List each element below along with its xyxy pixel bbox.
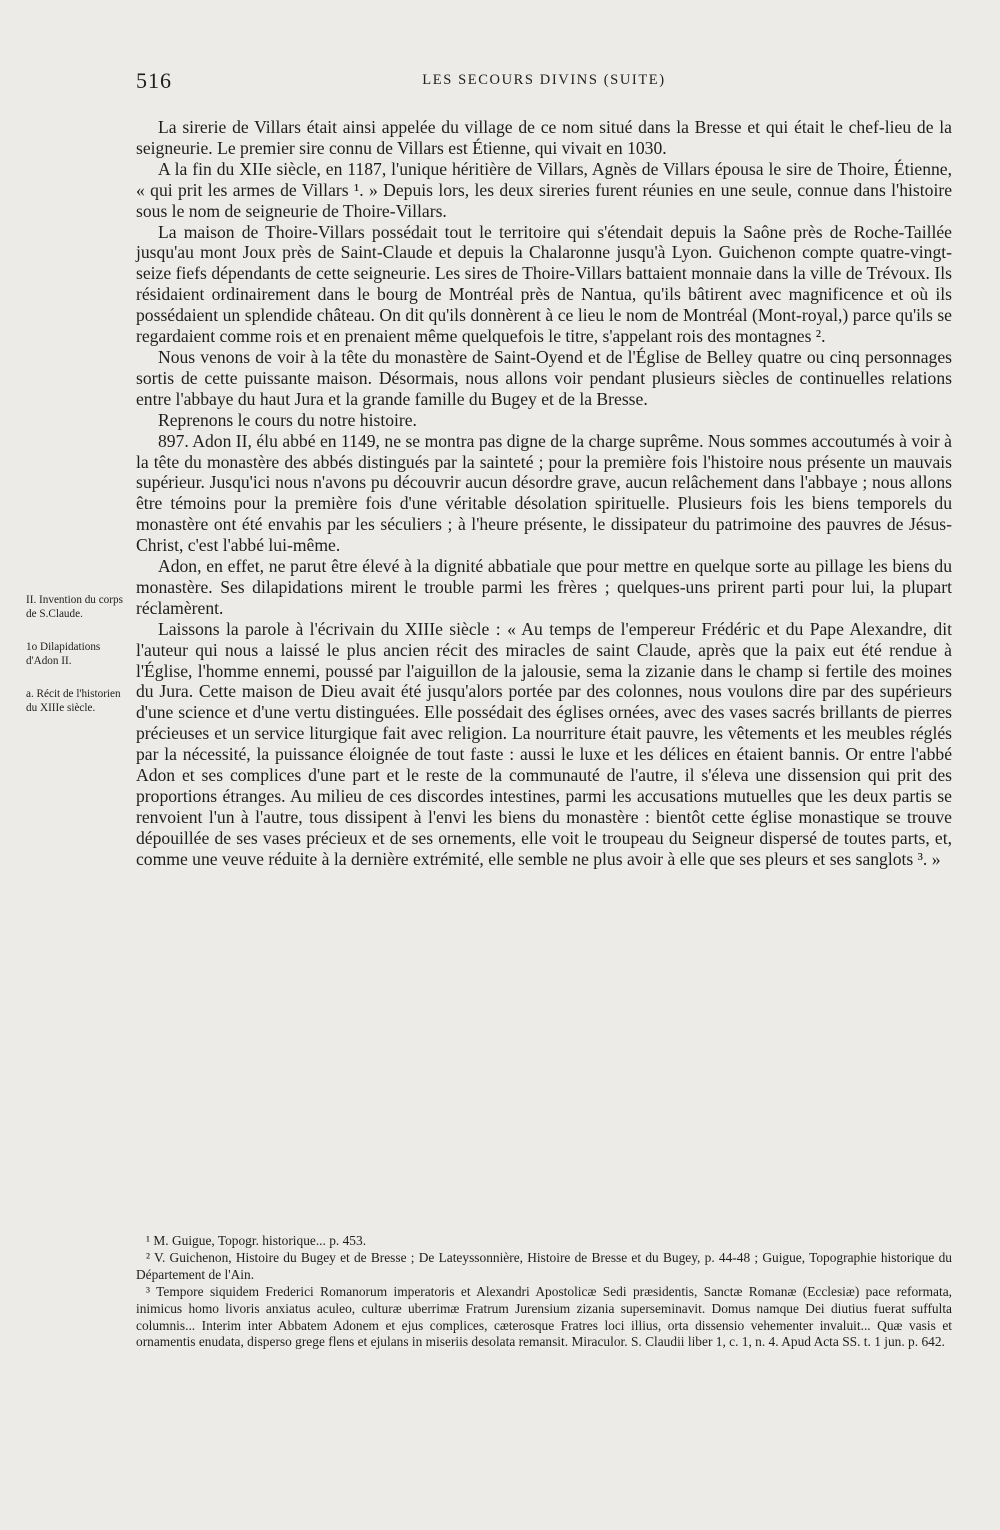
footnote-2: ² V. Guichenon, Histoire du Bugey et de Bresse ; De Lateyssonnière, Histoire de Bresse et du Bugey, p. 44-48 ; Guigue, Topographie historique du Département de l'Ain. [136,1249,952,1282]
footnote-3: ³ Tempore siquidem Frederici Romanorum imperatoris et Alexandri Apostolicæ Sedi præsidentis, Sanctæ Romanæ (Ecclesiæ) pace reformata, inimicus homo livoris anxiatus aculeo, culturæ uberrimæ Fratrum Jurensium zizania superseminavit. Domus namque Dei diutius fuerat suffulta columnis... Interim inter Abbatem Adonem et ejus complices, cæterosque Fratres loci illius, orta dissensio vehementer invaluit... Quæ vasis et ornamentis enudata, disperso grege flens et ejulans in miseriis desolata remansit. Miraculor. S. Claudii liber 1, c. 1, n. 4. Apud Acta SS. t. 1 jun. p. 642. [136,1283,952,1350]
paragraph-recit-ecrivain: Laissons la parole à l'écrivain du XIIIe siècle : « Au temps de l'empereur Frédéric et du Pape Alexandre, dit l'auteur qui nous a laissé le plus ancien récit des miracles de saint Claude, après que la paix eut été rendue à l'Église, l'homme ennemi, poussé par l'aiguillon de la jalousie, sema la zizanie dans le champ si fertile des moines du Jura. Cette maison de Dieu avait été jusqu'alors portée par des colonnes, nous voulons dire par des supérieurs d'une science et d'une vertu distinguées. Elle possédait des églises ornées, avec des vases sacrés brillants de pierres précieuses et un service liturgique fait avec religion. La nourriture était pauvre, les vêtements et les meubles réglés par la nécessité, la puissance éloignée de tout faste : aussi le luxe et les délices en étaient bannis. Or entre l'abbé Adon et ses complices d'une part et le reste de la communauté de l'autre, il s'éleva une dissension qui prit des proportions étranges. Au milieu de ces discordes intestines, parmi les accusations mutuelles que les deux partis se renvoient l'un à l'autre, tous dissipent à l'envi les biens du monastère : bientôt cette église monastique se trouve dépouillée de ses vases précieux et de ses ornements, elle voit le troupeau du Seigneur dispersé de toutes parts, et, comme une veuve réduite à la dernière extrémité, elle semble ne plus avoir à elle que ses pleurs et ses sanglots ³. » [136,618,952,869]
margin-note-recit: a. Récit de l'historien du XIIIe siècle. [26,687,121,715]
paragraph-sirerie-villars: La sirerie de Villars était ainsi appelée du village de ce nom situé dans la Bresse et qui était le chef-lieu de la seigneurie. Le premier sire connu de Villars est Étienne, qui vivait en 1030. [136,117,952,158]
main-text [136,117,952,870]
margin-notes [26,593,128,715]
running-title: LES SECOURS DIVINS (SUITE) [422,72,666,88]
page-header [136,68,952,96]
paragraph-personnages: Nous venons de voir à la tête du monastère de Saint-Oyend et de l'Église de Belley quatre ou cinq personnages sortis de cette puissante maison. Désormais, nous allons voir pendant plusieurs siècles de continuelles relations entre l'abbaye du haut Jura et la grande famille du Bugey et de la Bresse. [136,346,952,409]
footnotes [136,1233,952,1351]
margin-note-invention: II. Invention du corps de S.Claude. [26,594,123,621]
paragraph-adon-ii: 897. Adon II, élu abbé en 1149, ne se montra pas digne de la charge suprême. Nous sommes accoutumés à voir à la tête du monastère des abbés distingués par la sainteté ; pour la première fois l'histoire nous présente un mauvais supérieur. Jusqu'ici nous n'avons pu découvrir aucun désordre grave, aucun relâchement dans l'abbaye ; nous allons être témoins pour la première fois d'une véritable désolation spirituelle. Plusieurs fois les biens temporels du monastère ont été envahis par les séculiers ; à l'heure présente, le dissipateur du patrimoine des pauvres de Jésus-Christ, c'est l'abbé lui-même. [136,430,952,556]
margin-note-dilapidations: 1o Dilapidations d'Adon II. [26,640,101,668]
paragraph-reprenons: Reprenons le cours du notre histoire. [158,409,417,430]
page-number: 516 [136,68,172,93]
paragraph-maison-thoire-villars: La maison de Thoire-Villars possédait tout le territoire qui s'étendait depuis la Saône près de Roche-Taillée jusqu'au mont Joux près de Saint-Claude et depuis la Chalaronne jusqu'à Lyon. Guichenon compte quatre-vingt-seize fiefs dépendants de cette seigneurie. Les sires de Thoire-Villars battaient monnaie dans la ville de Trévoux. Ils résidaient ordinairement dans le bourg de Montréal près de Nantua, qu'ils bâtirent avec magnificence et où ils possédaient un splendide château. On dit qu'ils donnèrent à ce lieu le nom de Montréal (Mont-royal,) parce qu'ils se regardaient comme rois et en prenaient même quelquefois le titre, s'appelant rois des montagnes ². [136,221,952,347]
paragraph-dilapidations: Adon, en effet, ne parut être élevé à la dignité abbatiale que pour mettre en quelque sorte au pillage les biens du monastère. Ses dilapidations mirent le trouble parmi les frères ; quelques-uns prirent parti pour lui, la plupart réclamèrent. [136,556,952,618]
footnote-1: ¹ M. Guigue, Topogr. historique... p. 453. [146,1233,367,1248]
paragraph-heritiere-villars: A la fin du XIIe siècle, en 1187, l'unique héritière de Villars, Agnès de Villars épousa le sire de Thoire, Étienne, « qui prit les armes de Villars ¹. » Depuis lors, les deux sireries furent réunies en une seule, connue dans l'histoire sous le nom de seigneurie de Thoire-Villars. [136,158,952,221]
